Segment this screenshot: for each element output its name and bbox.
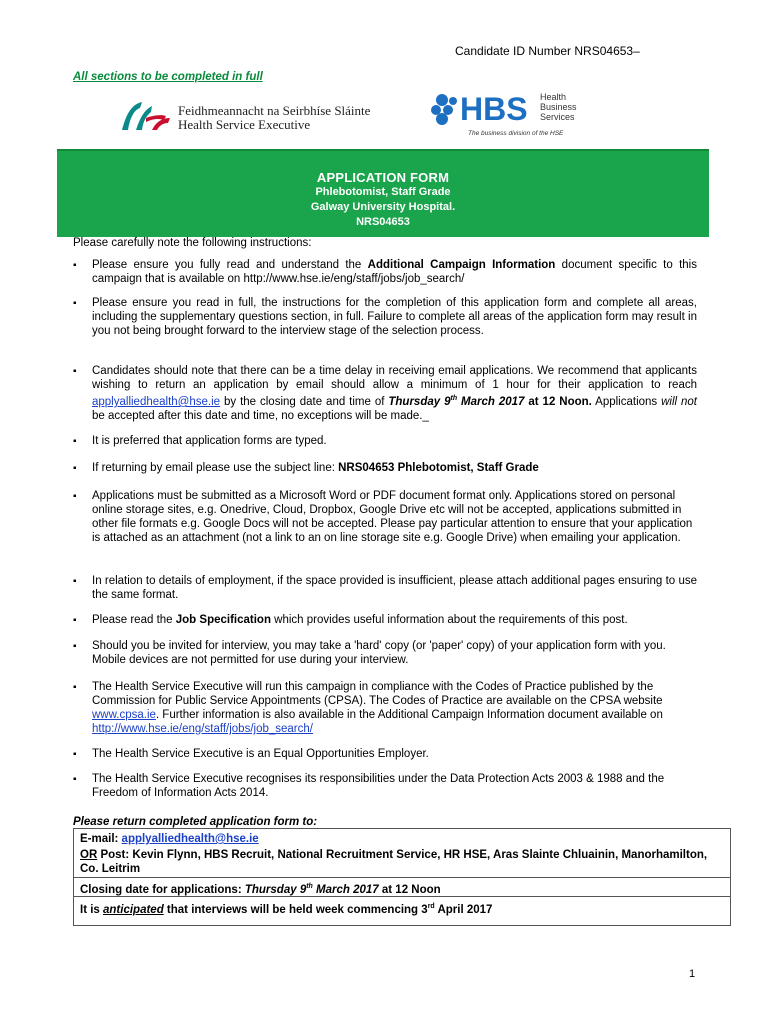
bullet-icon: ▪ xyxy=(73,298,77,309)
email-link[interactable]: applyalliedhealth@hse.ie xyxy=(92,395,221,408)
divider xyxy=(74,877,730,878)
list-item: ▪ The Health Service Executive will run this campaign in compliance with the Codes of Practice published by the Commission for Public Service Appointments (CPSA). The Codes of Practice are available on the CPSA website www.cpsa.ie. Further information is also available in the Additional Campaign Information document available on http://www.hse.ie/eng/staff/jobs/job_search/ xyxy=(73,681,663,735)
hbs-sub-business: Business xyxy=(540,102,577,112)
hse-jobs-link[interactable]: http://www.hse.ie/eng/staff/jobs/job_search/ xyxy=(92,723,313,735)
return-email-link[interactable]: applyalliedhealth@hse.ie xyxy=(121,833,259,845)
list-item: ▪ It is preferred that application forms are typed. xyxy=(73,435,327,447)
list-item: ▪ Please ensure you fully read and understand the Additional Campaign Information document specific to this campaign that is available on http://www.hse.ie/eng/staff/jobs/job_search/ xyxy=(73,259,697,285)
list-item: ▪ Should you be invited for interview, you may take a 'hard' copy (or 'paper' copy) of your application form with you. Mobile devices are not permitted for use during your interview. xyxy=(73,640,666,666)
bullet-icon: ▪ xyxy=(73,641,77,652)
list-item: ▪ If returning by email please use the subject line: NRS04653 Phlebotomist, Staff Grade xyxy=(73,462,539,474)
campaign-ref: NRS04653 xyxy=(356,216,410,228)
list-item: ▪ In relation to details of employment, if the space provided is insufficient, please attach additional pages ensuring to use the same format. xyxy=(73,575,697,601)
list-item: ▪ The Health Service Executive recognises its responsibilities under the Data Protection Acts 2003 & 1988 and the Freedom of Information Acts 2014. xyxy=(73,773,665,799)
hse-line-english: Health Service Executive xyxy=(178,117,311,132)
hbs-wordmark: HBS xyxy=(460,91,528,127)
list-item: ▪ Candidates should note that there can be a time delay in receiving email applications. We recommend that applicants wishing to return an application by email should allow a minimum of 1 hour for their application to reach applyalliedhealth@hse.ie by the closing date and time of Thursday 9th March 2017 at 12 Noon. Applications will not be accepted after this date and time, no exceptions will be made._ xyxy=(73,365,698,422)
page-number: 1 xyxy=(689,968,696,980)
cpsa-link[interactable]: www.cpsa.ie xyxy=(92,709,156,721)
bullet-icon: ▪ xyxy=(73,749,77,760)
list-item: ▪ Please read the Job Specification which provides useful information about the requirements of this post. xyxy=(73,614,628,626)
divider xyxy=(74,896,730,897)
hse-name xyxy=(178,104,370,132)
return-details-box xyxy=(73,828,731,926)
closing-date-row: Closing date for applications: Thursday 9th March 2017 at 12 Noon xyxy=(80,883,441,896)
hbs-tagline: The business division of the HSE xyxy=(468,130,564,137)
bullet-icon: ▪ xyxy=(73,682,77,693)
title-banner xyxy=(57,149,709,237)
list-item: ▪ Please ensure you read in full, the instructions for the completion of this application form and complete all areas, including the supplementary questions section, in full. Failure to complete all areas of the application form may result in you not being brought forward to the interview stage of the selection process. xyxy=(73,297,697,337)
position-title: Phlebotomist, Staff Grade xyxy=(315,186,451,198)
all-sections-note: All sections to be completed in full xyxy=(73,71,263,83)
bullet-icon: ▪ xyxy=(73,260,77,271)
bullet-icon: ▪ xyxy=(73,774,77,785)
intro-text: Please carefully note the following instructions: xyxy=(73,237,312,249)
form-title: APPLICATION FORM xyxy=(316,170,450,185)
hbs-sub-health: Health xyxy=(540,92,567,102)
location: Galway University Hospital. xyxy=(310,201,456,213)
bullet-icon: ▪ xyxy=(73,491,77,502)
return-title: Please return completed application form to: xyxy=(73,816,318,828)
interview-row: It is anticipated that interviews will be held week commencing 3rd April 2017 xyxy=(80,903,493,916)
list-item: ▪ Applications must be submitted as a Microsoft Word or PDF document format only. Applications stored on personal online storage sites, e.g. Onedrive, Cloud, Dropbox, Google Drive etc will not be accepted, applications submitted in other file formats e.g. Google Docs will not be accepted. Please pay particular attention to ensure that your application is attached as an attachment (not a link to an on line storage site e.g. Google Drive) when emailing your application. xyxy=(73,490,693,544)
bullet-icon: ▪ xyxy=(73,366,77,377)
email-row: E-mail: applyalliedhealth@hse.ie xyxy=(80,833,259,845)
list-item: ▪ The Health Service Executive is an Equal Opportunities Employer. xyxy=(73,748,429,760)
bullet-icon: ▪ xyxy=(73,463,77,474)
bullet-icon: ▪ xyxy=(73,436,77,447)
candidate-id: Candidate ID Number NRS04653– xyxy=(455,44,640,58)
bullet-icon: ▪ xyxy=(73,615,77,626)
post-row: OR Post: Kevin Flynn, HBS Recruit, National Recruitment Service, HR HSE, Aras Slainte Chluainin, Manorhamilton, Co. Leitrim xyxy=(80,849,708,875)
bullet-icon: ▪ xyxy=(73,576,77,587)
hse-line-irish: Feidhmeannacht na Seirbhíse Sláinte xyxy=(178,103,371,118)
hbs-sub-services: Services xyxy=(540,112,575,122)
